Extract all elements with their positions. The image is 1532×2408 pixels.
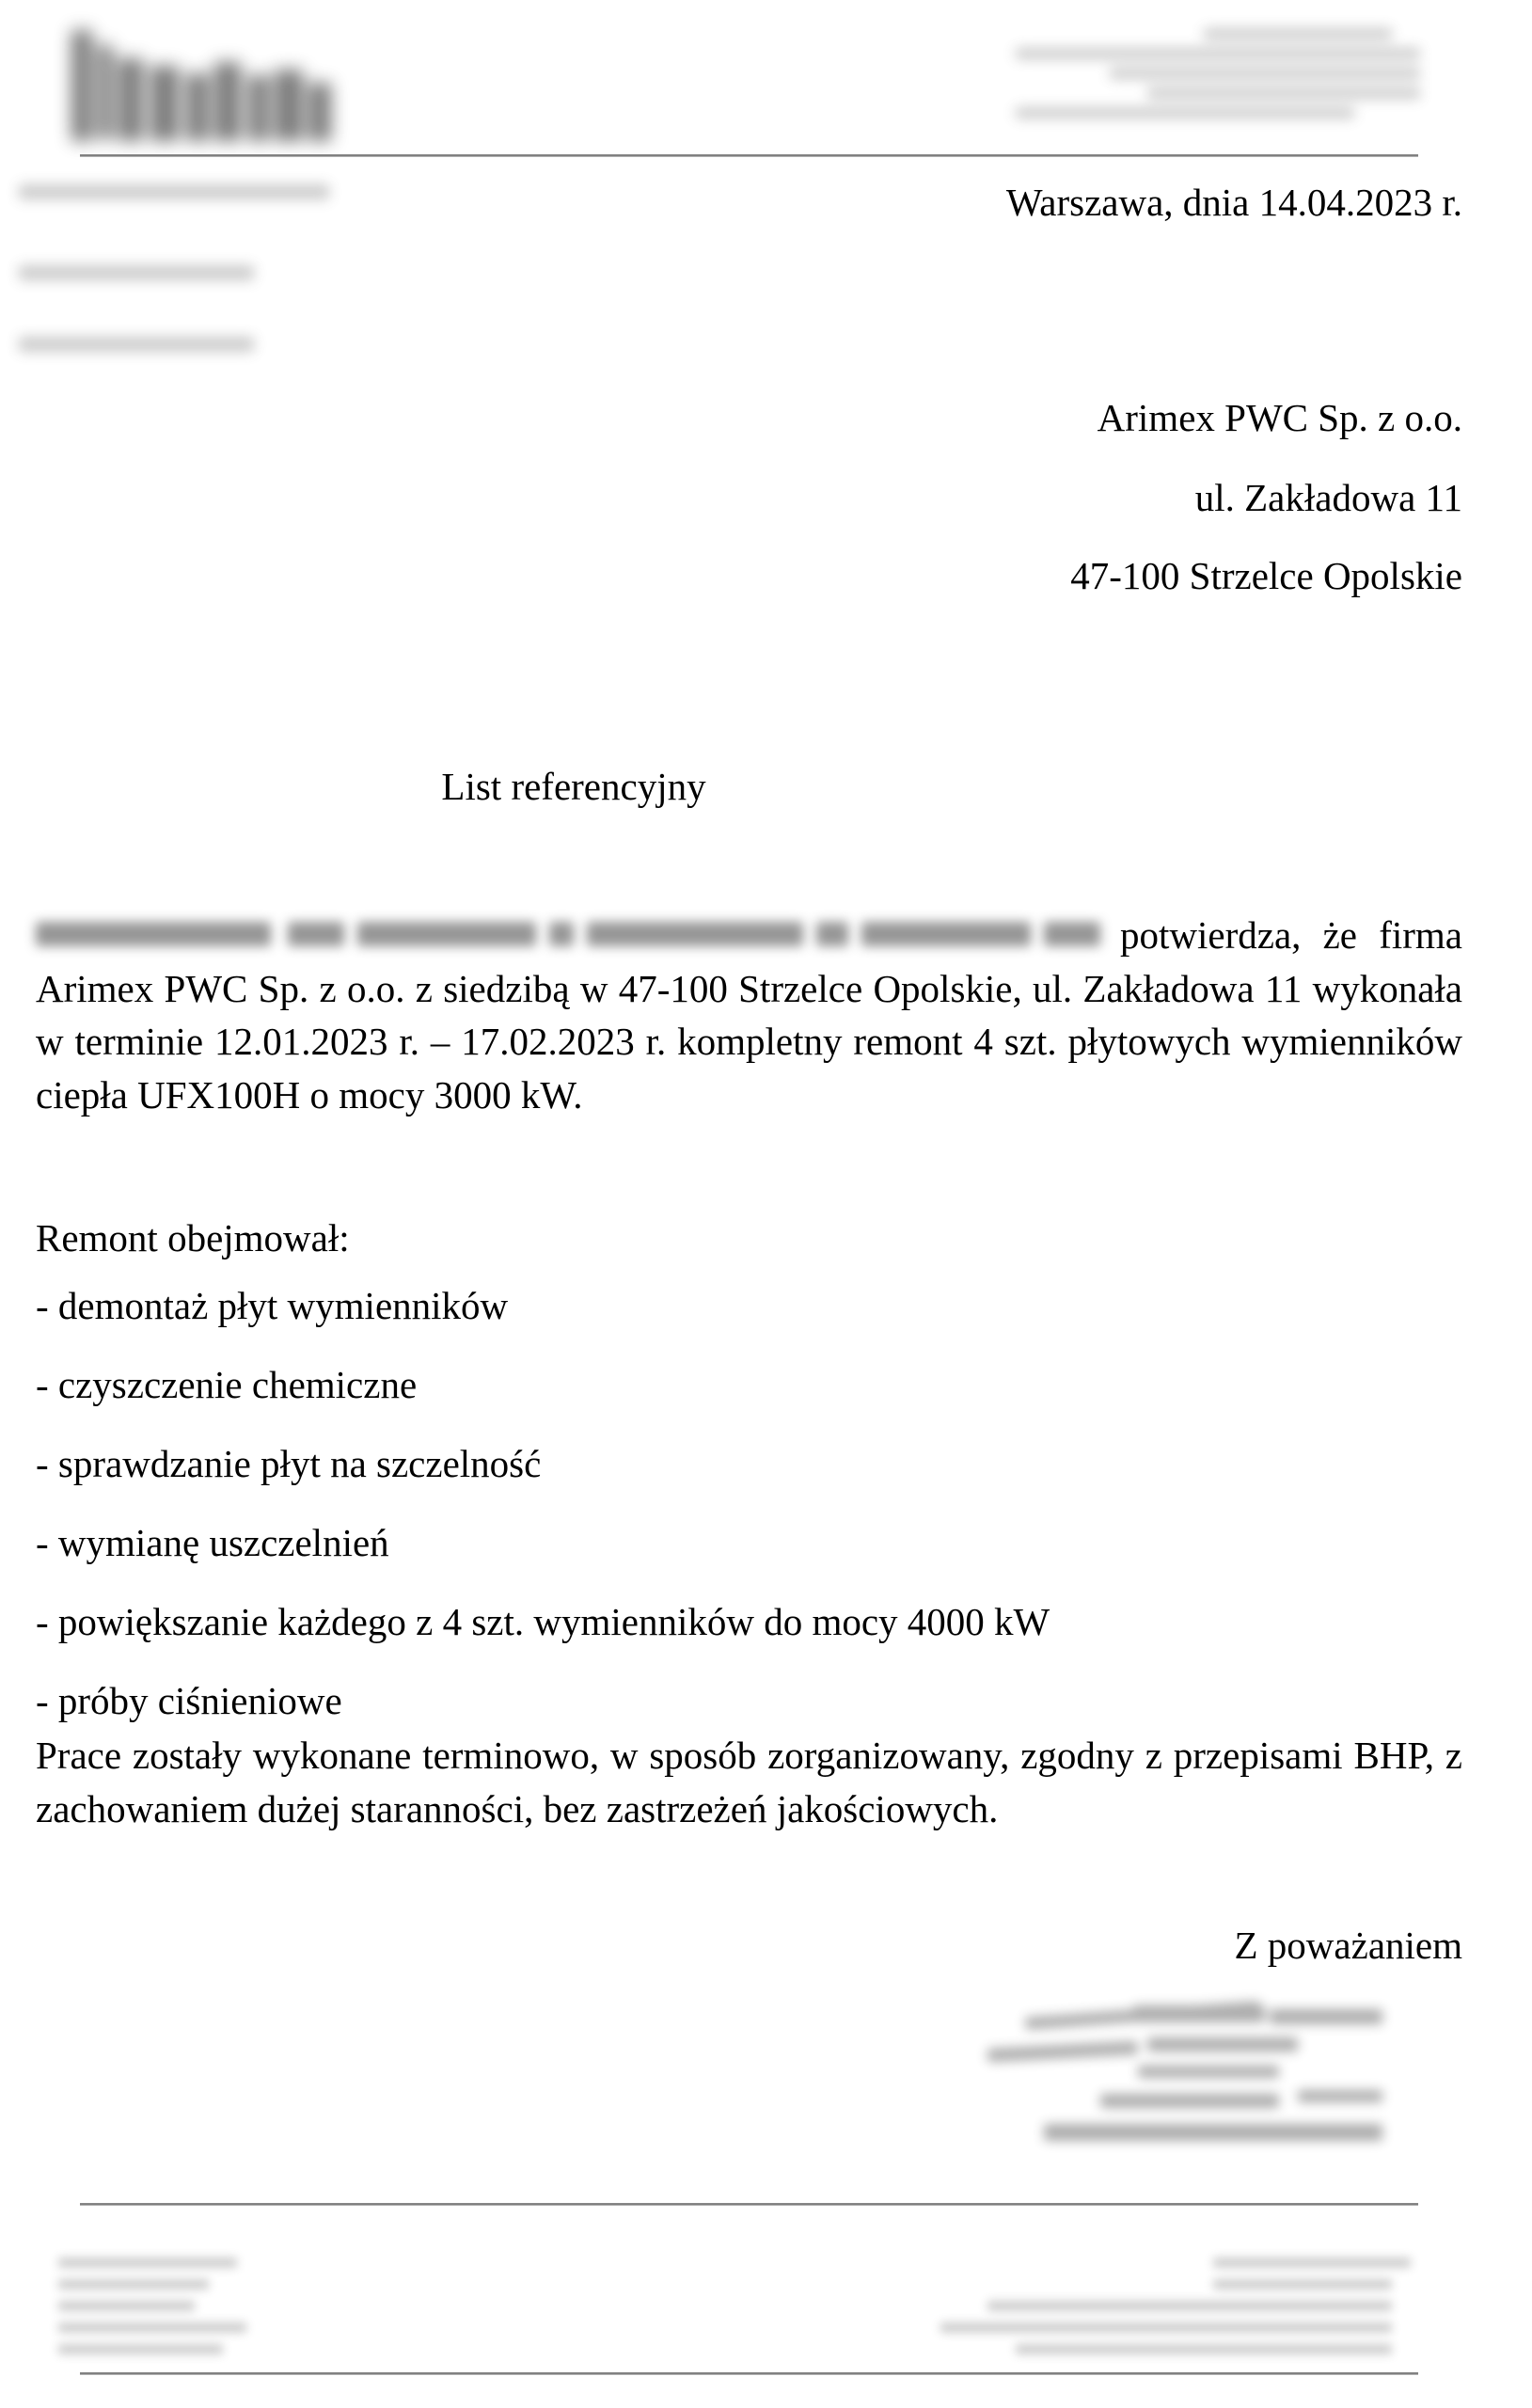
closing-salutation: Z poważaniem — [1234, 1924, 1462, 1967]
recipient-name: Arimex PWC Sp. z o.o. — [1097, 396, 1462, 439]
list-item: - powiększanie każdego z 4 szt. wymienników do mocy 4000 kW — [36, 1600, 1050, 1643]
bullets-lead-in: Remont obejmował: — [36, 1216, 350, 1259]
footer-left-block — [58, 2258, 251, 2366]
body-intro-tail: potwierdza, że firma — [1120, 913, 1462, 957]
list-item: - wymianę uszczelnień — [36, 1521, 389, 1564]
recipient-street: ul. Zakładowa 11 — [1194, 476, 1462, 519]
page-title: List referencyjny — [441, 765, 706, 808]
footer-divider-rule-bottom — [80, 2372, 1418, 2375]
header-company-details — [1016, 28, 1420, 127]
body-paragraph-closing: Prace zostały wykonane terminowo, w sposób zorganizowany, zgodny z przepisami BHP, z zachowaniem dużej staranności, bez zastrzeżeń jakościowych. — [36, 1734, 1462, 1830]
recipient-city: 47-100 Strzelce Opolskie — [1070, 554, 1462, 597]
list-item: - sprawdzanie płyt na szczelność — [36, 1442, 542, 1485]
company-logo — [66, 17, 339, 144]
issuer-name-redacted — [36, 922, 1113, 946]
body-main-sentence: Arimex PWC Sp. z o.o. z siedzibą w 47-100 Strzelce Opolskie, ul. Zakładowa 11 wykonała w terminie 12.01.2023 r. – 17.02.2023 r. kompletny remont 4 szt. płytowych wymienników ciepła UFX100H o mocy 3000 kW. — [36, 966, 1462, 1117]
list-item: - próby ciśnieniowe — [36, 1679, 342, 1722]
sender-street — [19, 265, 254, 289]
body-paragraph-main — [36, 909, 1462, 1121]
scope-of-work-list — [36, 1284, 1465, 1761]
list-item: - demontaż płyt wymienników — [36, 1284, 509, 1327]
list-item: - czyszczenie chemiczne — [36, 1363, 418, 1406]
sender-city — [19, 337, 254, 360]
letter-date: Warszawa, dnia 14.04.2023 r. — [1005, 181, 1462, 224]
signature-stamp — [959, 2004, 1411, 2159]
header-divider-rule — [80, 154, 1418, 157]
footer-right-block — [611, 2258, 1411, 2366]
footer-divider-rule-top — [80, 2203, 1418, 2206]
